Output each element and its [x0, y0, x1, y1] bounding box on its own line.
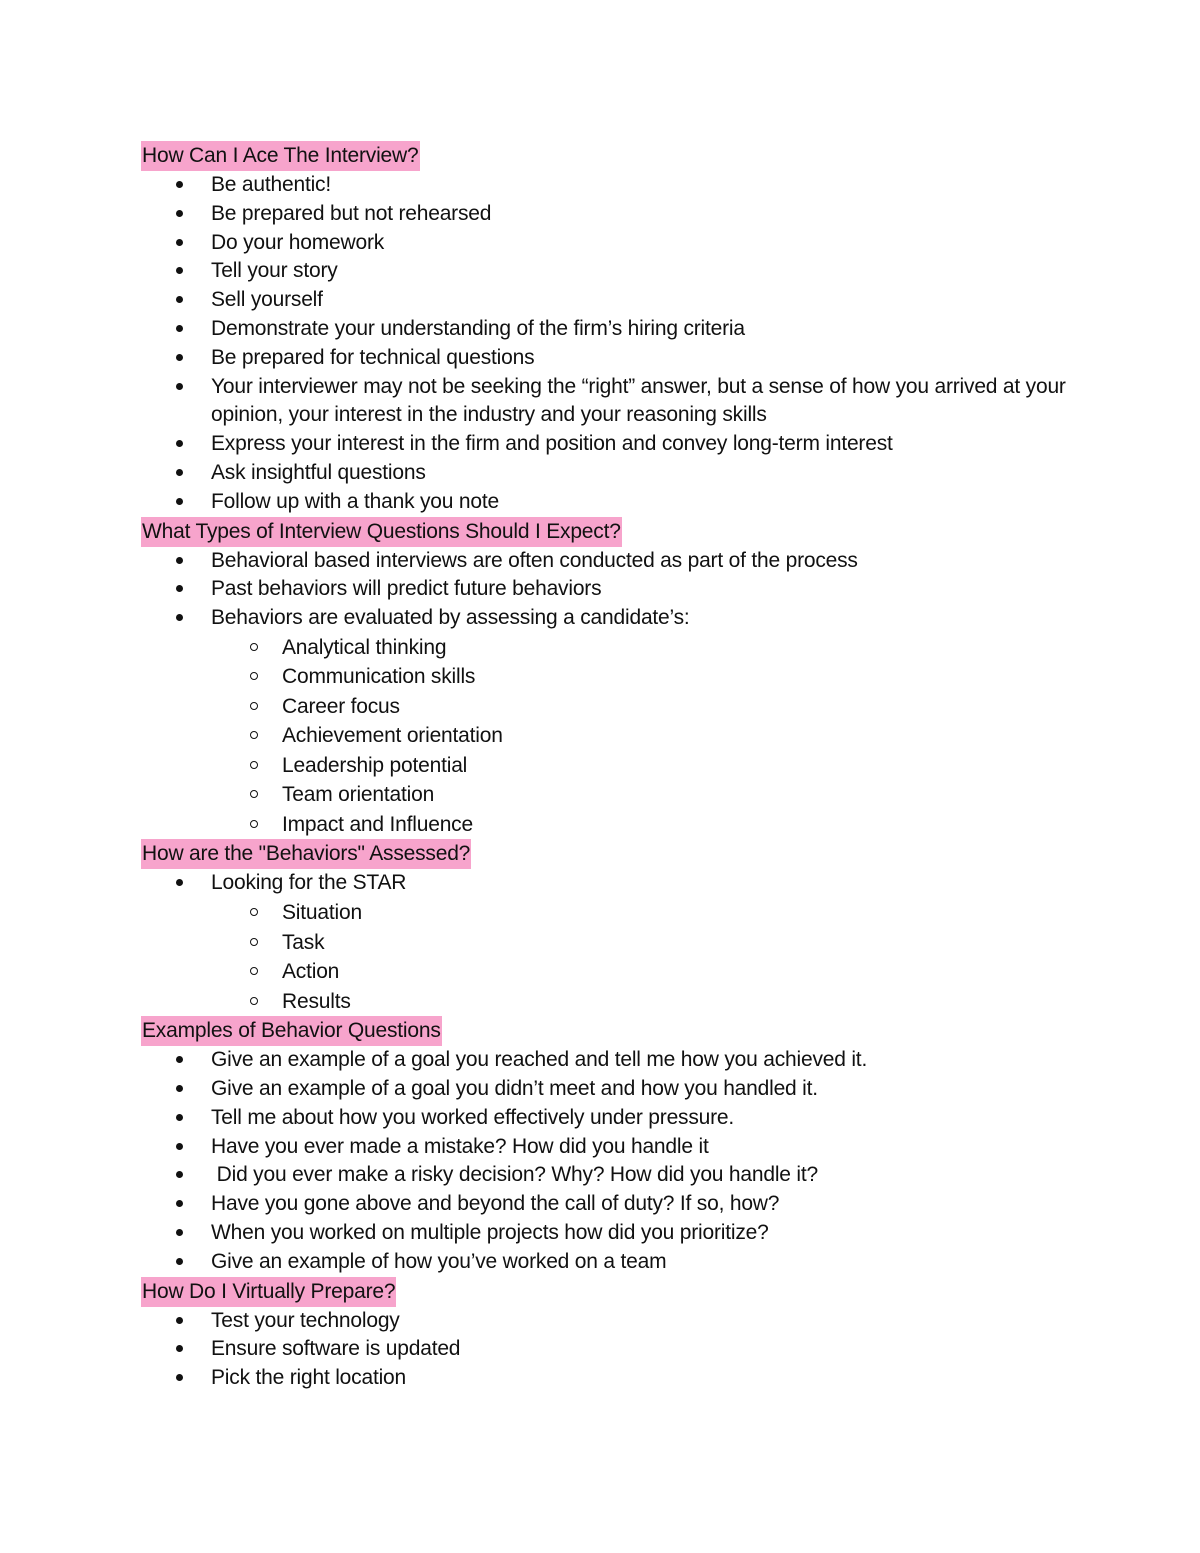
sub-list-item: [141, 898, 1081, 928]
sub-list-item: [141, 633, 1081, 663]
list-item-text: Express your interest in the firm and position and convey long-term interest: [211, 432, 893, 456]
sub-list-item-text: Task: [282, 930, 325, 954]
sub-list-item: [141, 662, 1081, 692]
sub-list-item-text: Communication skills: [282, 665, 476, 689]
circle-bullet-icon: [250, 967, 258, 975]
sub-bullet-list: [211, 898, 1081, 1016]
section-heading: How are the "Behaviors" Assessed?: [141, 839, 471, 869]
bullet-icon: [176, 1229, 183, 1236]
sub-list-item-text: Analytical thinking: [282, 635, 447, 659]
bullet-list: [141, 869, 1081, 1016]
bullet-icon: [176, 267, 183, 274]
section-heading: Examples of Behavior Questions: [141, 1016, 442, 1046]
bullet-icon: [176, 1056, 183, 1063]
document-content: [141, 141, 1081, 1393]
bullet-icon: [176, 440, 183, 447]
sub-list-item-text: Career focus: [282, 694, 400, 718]
sub-list-item: [141, 721, 1081, 751]
circle-bullet-icon: [250, 731, 258, 739]
list-item-text: Follow up with a thank you note: [211, 489, 499, 513]
bullet-icon: [176, 354, 183, 361]
sub-list-item: [141, 810, 1081, 840]
sub-list-item-text: Situation: [282, 901, 362, 925]
list-item: [141, 430, 1081, 459]
list-item: [141, 604, 1081, 839]
list-item-text: Be prepared but not rehearsed: [211, 201, 492, 225]
circle-bullet-icon: [250, 672, 258, 680]
list-item-text: Tell me about how you worked effectively under pressure.: [211, 1105, 735, 1129]
list-item: [141, 1133, 1081, 1162]
list-item-text: Have you ever made a mistake? How did you handle it: [211, 1134, 709, 1158]
bullet-icon: [176, 585, 183, 592]
circle-bullet-icon: [250, 643, 258, 651]
circle-bullet-icon: [250, 820, 258, 828]
list-item-text: Test your technology: [211, 1308, 400, 1332]
section-question-types: [141, 517, 1081, 840]
circle-bullet-icon: [250, 908, 258, 916]
list-item-text: Have you gone above and beyond the call of duty? If so, how?: [211, 1192, 780, 1216]
bullet-icon: [176, 181, 183, 188]
section-heading: How Do I Virtually Prepare?: [141, 1277, 396, 1307]
list-item-text: Ensure software is updated: [211, 1337, 461, 1361]
list-item: [141, 1046, 1081, 1075]
list-item: [141, 547, 1081, 576]
list-item-text: Behaviors are evaluated by assessing a candidate’s:: [211, 606, 690, 630]
list-item-text: Give an example of a goal you didn’t meet and how you handled it.: [211, 1077, 818, 1101]
list-item-text: Did you ever make a risky decision? Why? How did you handle it?: [211, 1163, 818, 1187]
section-heading: What Types of Interview Questions Should I Expect?: [141, 517, 622, 547]
bullet-icon: [176, 210, 183, 217]
circle-bullet-icon: [250, 702, 258, 710]
list-item-text: Sell yourself: [211, 288, 323, 312]
list-item: [141, 200, 1081, 229]
bullet-icon: [176, 239, 183, 246]
list-item: [141, 1075, 1081, 1104]
section-behavior-examples: [141, 1016, 1081, 1276]
list-item-text: Demonstrate your understanding of the firm’s hiring criteria: [211, 316, 745, 340]
list-item: [141, 257, 1081, 286]
list-item: [141, 1248, 1081, 1277]
list-item: [141, 171, 1081, 200]
sub-list-item-text: Results: [282, 989, 351, 1013]
list-item-text: Give an example of a goal you reached and tell me how you achieved it.: [211, 1048, 868, 1072]
list-item: [141, 869, 1081, 1016]
list-item-text: Behavioral based interviews are often conducted as part of the process: [211, 548, 858, 572]
list-item: [141, 575, 1081, 604]
list-item-text: Do your homework: [211, 230, 385, 254]
list-item-text: Looking for the STAR: [211, 871, 407, 895]
list-item: [141, 1190, 1081, 1219]
bullet-list: [141, 1046, 1081, 1276]
bullet-icon: [176, 1258, 183, 1265]
list-item: [141, 1219, 1081, 1248]
circle-bullet-icon: [250, 761, 258, 769]
list-item: [141, 1364, 1081, 1393]
section-heading: How Can I Ace The Interview?: [141, 141, 420, 171]
circle-bullet-icon: [250, 997, 258, 1005]
bullet-icon: [176, 557, 183, 564]
list-item-text: When you worked on multiple projects how did you prioritize?: [211, 1221, 769, 1245]
list-item-text: Your interviewer may not be seeking the “right” answer, but a sense of how you arrived at your opinion, your interest in the industry and your reasoning skills: [211, 374, 1066, 427]
list-item-text: Ask insightful questions: [211, 460, 426, 484]
sub-list-item: [141, 692, 1081, 722]
list-item: [141, 1161, 1081, 1190]
sub-list-item: [141, 928, 1081, 958]
list-item: [141, 488, 1081, 517]
bullet-icon: [176, 1317, 183, 1324]
list-item: [141, 344, 1081, 373]
sub-list-item-text: Leadership potential: [282, 753, 468, 777]
bullet-icon: [176, 1374, 183, 1381]
bullet-icon: [176, 1200, 183, 1207]
bullet-icon: [176, 879, 183, 886]
bullet-icon: [176, 1171, 183, 1178]
list-item: [141, 459, 1081, 488]
sub-list-item: [141, 987, 1081, 1017]
section-ace-interview: [141, 141, 1081, 517]
list-item: [141, 229, 1081, 258]
sub-list-item-text: Action: [282, 960, 340, 984]
sub-list-item: [141, 751, 1081, 781]
list-item: [141, 373, 1081, 431]
section-behaviors-assessed: [141, 839, 1081, 1016]
sub-list-item-text: Achievement orientation: [282, 724, 503, 748]
bullet-icon: [176, 1143, 183, 1150]
list-item: [141, 286, 1081, 315]
circle-bullet-icon: [250, 938, 258, 946]
list-item-text: Give an example of how you’ve worked on a team: [211, 1249, 667, 1273]
bullet-icon: [176, 469, 183, 476]
bullet-icon: [176, 498, 183, 505]
bullet-list: [141, 171, 1081, 517]
list-item: [141, 1104, 1081, 1133]
bullet-icon: [176, 1114, 183, 1121]
sub-list-item: [141, 780, 1081, 810]
sub-list-item-text: Team orientation: [282, 783, 435, 807]
bullet-icon: [176, 296, 183, 303]
list-item-text: Be authentic!: [211, 173, 331, 196]
bullet-icon: [176, 614, 183, 621]
circle-bullet-icon: [250, 790, 258, 798]
sub-bullet-list: [211, 633, 1081, 840]
list-item: [141, 1335, 1081, 1364]
list-item: [141, 1307, 1081, 1336]
bullet-icon: [176, 325, 183, 332]
bullet-list: [141, 547, 1081, 840]
bullet-icon: [176, 1345, 183, 1352]
list-item-text: Be prepared for technical questions: [211, 345, 535, 369]
list-item-text: Past behaviors will predict future behaviors: [211, 577, 602, 601]
section-virtual-prepare: [141, 1277, 1081, 1393]
list-item-text: Tell your story: [211, 259, 338, 283]
bullet-icon: [176, 383, 183, 390]
bullet-list: [141, 1307, 1081, 1393]
sub-list-item: [141, 957, 1081, 987]
list-item-text: Pick the right location: [211, 1366, 407, 1390]
list-item: [141, 315, 1081, 344]
bullet-icon: [176, 1085, 183, 1092]
sub-list-item-text: Impact and Influence: [282, 812, 473, 836]
